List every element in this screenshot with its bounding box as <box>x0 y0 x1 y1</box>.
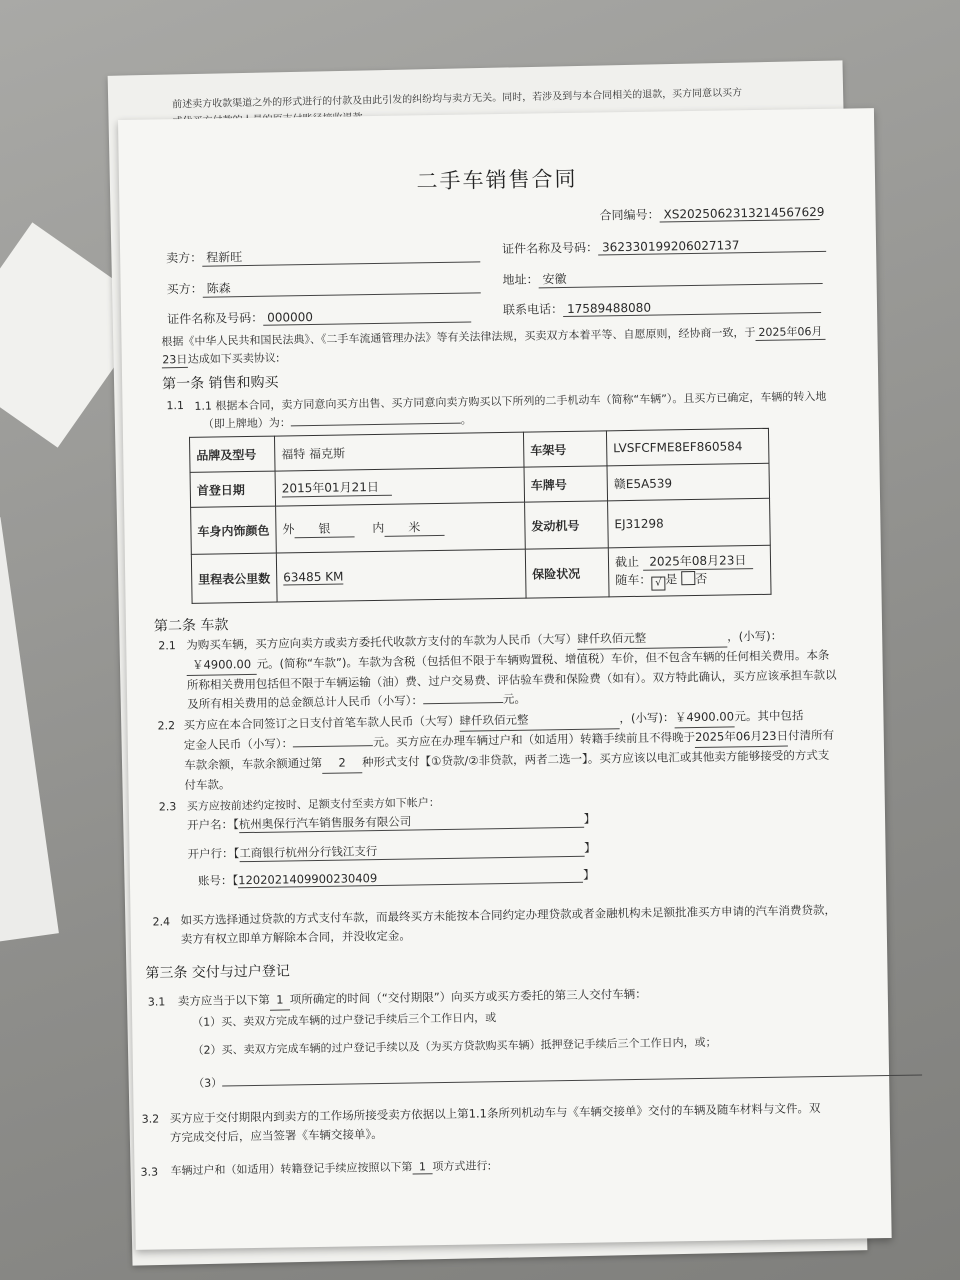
vin-value: LVSFCFME8EF860584 <box>606 428 769 466</box>
clause-3-2-text: 买方应于交付期限内到卖方的工作场所接受卖方依据以上第1.1条所列机动车与《车辆交接单》交付的车辆及随车材料与文件。双 方完成交付后，应当签署《车辆交接单》。 <box>169 1101 821 1145</box>
reg-date-cell <box>275 467 525 506</box>
buyer-id-value: 000000 <box>263 307 471 325</box>
clause-2-2-text: 买方应在本合同签订之日支付首笔车款人民币（大写）肆仟玖佰元整 ，(小写)：￥4900.00元。其中包括 定金人民币（小写）： 元。买方应在办理车辆过户和（如适用）转籍手续前且不得晚于2025年06月23日付清所有 车款余额，车款余额通过第 2 种形式支付【①贷款/②非贷款，两者二选一】。买方应该以电汇或其他卖方能够接受的方式支 付车款。 <box>183 708 835 793</box>
back-line: 前述卖方收款渠道之外的形式进行的付款及由此引发的纠纷均与卖方无关。同时，若涉及到与本合同相关的退款，买方同意以买方 <box>172 87 743 111</box>
insurance-no-checkbox[interactable] <box>681 571 695 585</box>
account-name-row: 开户名：【杭州奥保行汽车销售服务有限公司 】 <box>186 811 596 833</box>
clause-1-1-text: 1.1 根据本合同，卖方同意向买方出售、买方同意向卖方购买以下所列的二手机动车（简称“车辆”）。且买方已确定，车辆的转入地 <box>194 389 827 413</box>
contract-number-value: XS20250623132145676​29 <box>659 205 819 223</box>
phone-value: 17589488080 <box>563 298 821 317</box>
total-amount-blank <box>423 702 503 704</box>
clause-number: 2.4 <box>152 915 171 929</box>
seller-id-value: 362330199206027137 <box>598 237 826 256</box>
deposit-blank <box>293 745 373 747</box>
intro-date: 2025年06月 <box>755 323 825 341</box>
phone-field: 联系电话： 17589488080 <box>503 296 821 318</box>
delivery-option: 1 <box>270 990 290 1010</box>
first-payment-amount: ￥4900.00 <box>674 707 734 728</box>
address-field: 地址： 安徽 <box>502 266 822 289</box>
registration-place-blank <box>291 423 461 427</box>
vin-label: 车架号 <box>523 431 607 467</box>
seller-id-field: 证件名称及号码： 362330199206027137 <box>502 235 826 257</box>
contract-page <box>118 108 892 1250</box>
buyer-value: 陈森 <box>203 275 481 297</box>
clause-2-4-text: 如买方选择通过贷款的方式支付车款，而最终买方未能按本合同约定办理贷款或者金融机构未足额批准买方申请的汽车消费贷款， 卖方有权立即单方解除本合同，并没收定金。 <box>180 902 837 947</box>
insurance-cell: 截止 2025年08月23日 随车： √ 是 否 <box>608 545 771 597</box>
address-value: 安徽 <box>538 266 822 288</box>
price-capital: 肆仟玖佰元整 <box>577 627 727 649</box>
intro-line: 根据《中华人民共和国民法典》、《二手车流通管理办法》等有关法律法规，买卖双方本着平等、自愿原则，经协商一致，于 2025年06月 <box>161 323 825 350</box>
reg-date-label: 首登日期 <box>190 471 276 507</box>
delivery-option-2: （2）买、卖双方完成车辆的过户登记手续以及（为买方贷款购买车辆）抵押登记手续后三个工作日内，或； <box>192 1035 717 1057</box>
seller-value: 程新旺 <box>202 244 480 266</box>
delivery-option-3: （3） <box>193 1063 922 1090</box>
clause-number: 3.1 <box>147 995 166 1009</box>
engine-label: 发动机号 <box>525 501 609 549</box>
clause-number: 1.1 <box>166 398 185 413</box>
plate-value: 赣E5A539 <box>607 463 770 501</box>
clause-1-1-text: （即上牌地）为： 。 <box>202 413 472 431</box>
clause-number: 3.3 <box>140 1165 159 1179</box>
interior-color: 米 <box>384 518 444 537</box>
account-number-value: 1202021409900230409 <box>238 868 583 888</box>
account-bank-row: 开户行：【工商银行杭州分行钱江支行 】 <box>187 840 596 861</box>
balance-date: 2025年06月23日 <box>695 727 788 748</box>
clause-3-3-text: 车辆过户和（如适用）转籍登记手续应按照以下第 1 项方式进行: <box>170 1159 492 1178</box>
clause-2-3-text: 买方应按前述约定按时、足额支付至卖方如下帐户： <box>186 796 440 814</box>
contract-number: 合同编号： XS20250623132145676​29 <box>599 204 825 223</box>
insurance-yes-checkbox[interactable]: √ <box>651 576 665 590</box>
engine-value: EJ31298 <box>608 498 771 548</box>
insurance-until: 2025年08月23日 <box>643 551 753 571</box>
first-payment-capital: 肆仟玖佰元整 <box>459 709 619 732</box>
color-label: 车身内饰颜色 <box>191 506 277 554</box>
clause-number: 2.2 <box>157 719 176 733</box>
clause-number: 2.3 <box>158 800 177 814</box>
payment-way: 2 <box>322 753 362 774</box>
clause-2-1-text: 为购买车辆，买方应向卖方或卖方委托代收款方支付的车款为人民币（大写）肆仟玖佰元整 ，(小写)： ￥4900.00 元。(简称“车款”)。车款为含税（包括但不限于车辆购置税、增值税）车价，但不包含车辆的任何相关费用。本条 所称相关费用包括但不限于车辆运输（油）费、过户交易费、评估验车费和保险费（如有）。双方特此确认，买方应该承担车款以 及所有相关费用的总金额总计人民币（小写）： 元。 <box>186 628 837 711</box>
intro-date-day: 23日 <box>162 351 188 368</box>
delivery-option-3-blank <box>222 1074 922 1086</box>
plate-label: 车牌号 <box>524 466 608 502</box>
price-amount: ￥4900.00 <box>186 655 256 676</box>
exterior-color: 银 <box>294 519 354 538</box>
reg-date-value: 2015年01月21日 <box>282 478 392 498</box>
account-name-value: 杭州奥保行汽车销售服务有限公司 <box>239 811 584 833</box>
seller-field: 卖方： 程新旺 <box>166 244 480 267</box>
table-row <box>191 545 771 603</box>
clause-3-1-text: 卖方应当于以下第 1 项所确定的时间（“交付期限”）向买方或买方委托的第三人交付车辆： <box>178 981 878 1012</box>
buyer-field: 买方： 陈森 <box>167 275 481 298</box>
clause-number: 3.2 <box>141 1112 160 1126</box>
insurance-label: 保险状况 <box>525 548 609 598</box>
contract-title: 二手车销售合同 <box>416 166 578 194</box>
intro-line: 23日达成如下买卖协议: <box>162 349 280 368</box>
account-bank-value: 工商银行杭州分行钱江支行 <box>239 840 584 862</box>
section-heading: 第一条 销售和购买 <box>162 374 279 393</box>
brand-label: 品牌及型号 <box>189 436 275 472</box>
clause-number: 2.1 <box>158 639 176 653</box>
account-number-row: 账号：【1202021409900230409 】 <box>197 867 595 888</box>
delivery-option-1: （1）买、卖双方完成车辆的过户登记手续后三个工作日内，或 <box>192 1011 497 1029</box>
vehicle-table <box>189 428 772 604</box>
odometer-cell <box>276 549 526 602</box>
transfer-option: 1 <box>412 1160 432 1174</box>
buyer-id-field: 证件名称及号码： 000000 <box>167 305 471 327</box>
color-cell: 外 银 内 米 <box>276 502 526 553</box>
odometer-label: 里程表公里数 <box>191 553 277 603</box>
brand-value: 福特 福克斯 <box>274 432 524 471</box>
section-heading: 第二条 车款 <box>153 617 229 635</box>
section-heading: 第三条 交付与过户登记 <box>145 963 290 982</box>
odometer-value: 63485 KM <box>283 569 344 584</box>
